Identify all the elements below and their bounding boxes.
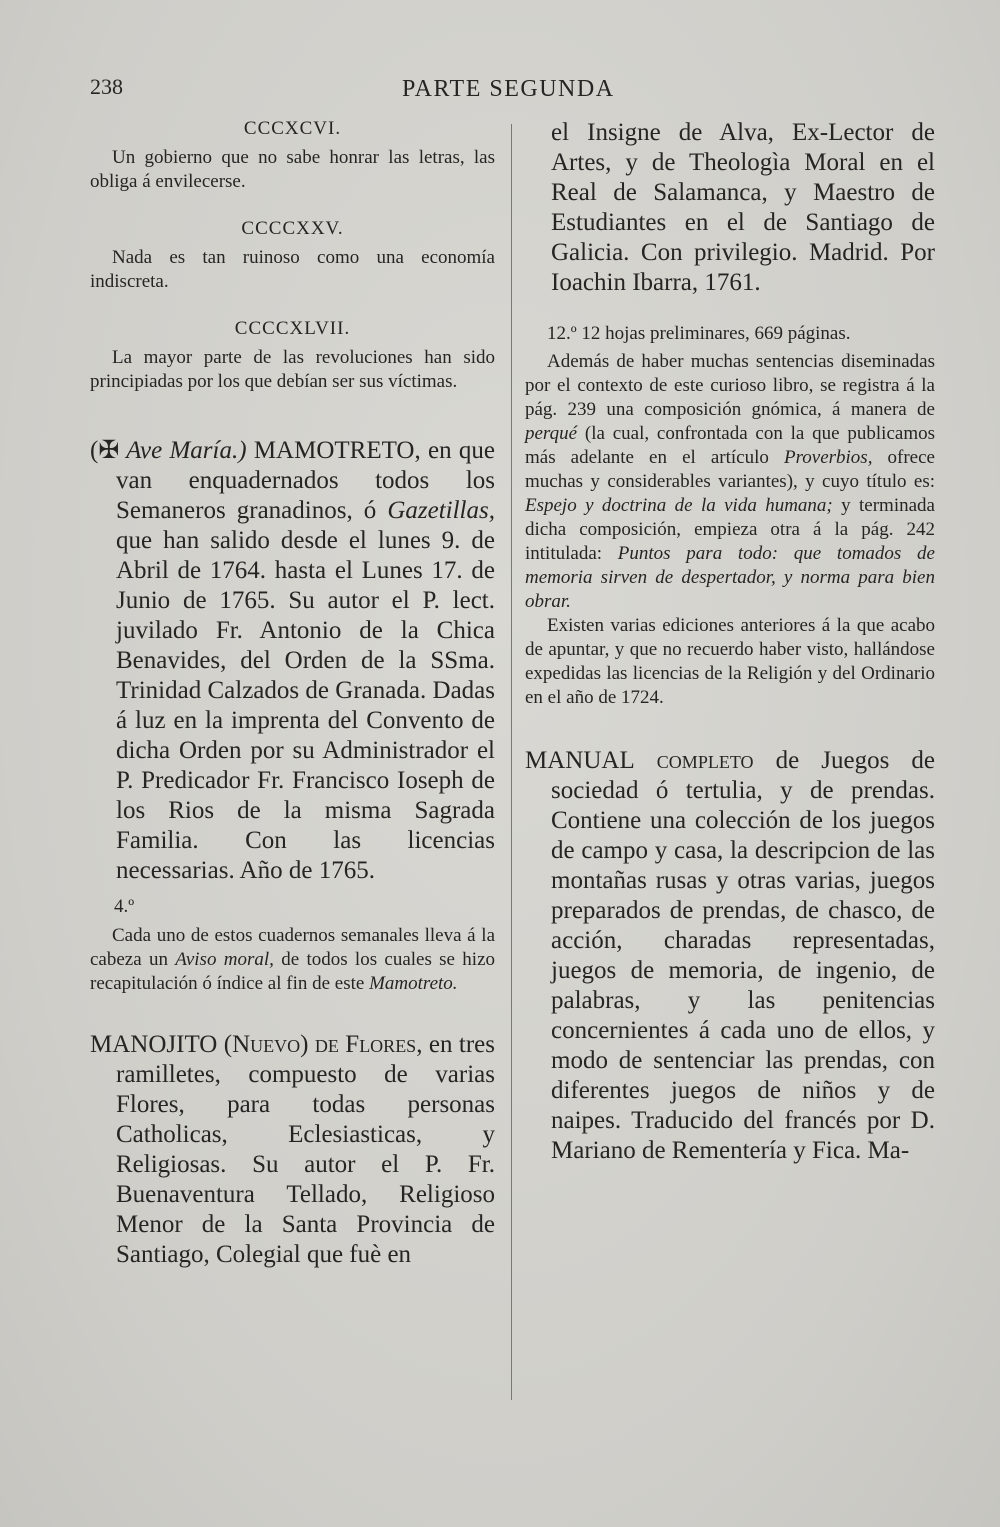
title-italic: Gazetillas, [387,497,495,524]
entry-manojito [90,1030,495,1270]
maxim-text: Un gobierno que no sabe honrar las letras, las obliga á envilecerse. [90,147,495,192]
ave-maria: Ave María.) [119,437,247,464]
maxim [90,218,495,294]
running-title: PARTE SEGUNDA [402,76,615,102]
entry-head: MANUAL [525,747,635,774]
entry-subhead: completo [634,747,754,774]
note-italic: Proverbios, [783,447,873,468]
maxim-numeral: CCCCXXV. [241,218,344,239]
entry-head: MANOJITO [90,1031,218,1058]
left-column [90,118,495,1270]
note-italic: Puntos para todo: que tomados de memoria sirven de despertador, y norma para bien obrar. [525,543,935,612]
open-paren: ( [90,437,99,464]
note-text: Cada uno de estos cuadernos semanales lleva á la cabeza un [90,925,495,970]
maxim-numeral: CCCXCVI. [243,118,342,139]
entry-continuation: el Insigne de Alva, Ex-Lector de Artes, y de Theologìa Moral en el Real de Salamanca, y Maestro de Estudiantes en el de Santiago de Galicia. Con privilegio. Madrid. Por Ioachin Ibarra, 1761. [551,119,935,296]
entry-body: de Juegos de sociedad ó tertulia, y de prendas. Contiene una colección de los juegos de campo y casa, la descripcion de las montañas rusas y otras varias, juegos preparados de prendas, de chasco, de acción, charadas representadas, juegos de memoria, de ingenio, de palabras, y las penitencias concernientes á cada uno de ellos, y modo de sentenciar las prendas, con diferentes juegos de niños y de naipes. Traducido del francés por D. Mariano de Rementería y Fica. Ma- [551,747,935,1164]
right-column [525,118,935,1166]
maxim-text: La mayor parte de las revoluciones han sido principiadas por los que debían ser sus víctimas. [90,347,495,392]
entry-text [90,1030,495,1270]
entry-text [90,436,495,886]
maxim [90,318,495,394]
entry-note [90,924,495,996]
entry-format: 12.º 12 hojas preliminares, 669 páginas. [547,323,851,344]
note-italic: Espejo y doctrina de la vida humana; [525,495,833,516]
note-italic: Aviso moral, [175,949,274,970]
entry-subhead: (Nuevo) de Flores, [217,1031,423,1058]
note-text: Además de haber muchas sentencias diseminadas por el contexto de este curioso libro, se registra á la pág. 239 una composición gnómica, á manera de [525,351,935,420]
entry-body: en tres ramilletes, compuesto de varias Flores, para todas personas Catholicas, Eclesiasticas, y Religiosas. Su autor el P. Fr. Buenaventura Tellado, Religioso Menor de la Santa Provincia de Santiago, Colegial que fuè en [116,1031,495,1268]
entry-text [525,746,935,1166]
entry-format: 4.º [114,896,135,917]
note-text: de todos los cuales se hizo recapitulación ó índice al fin de este [90,949,496,994]
entry-note: Existen varias ediciones anteriores á la que acabo de apuntar, y que no recuerdo haber visto, hallándose expedidas las licencias de la Religión y del Ordinario en el año de 1724. [525,615,935,708]
entry-body: que han salido desde el lunes 9. de Abril de 1764. hasta el Lunes 17. de Junio de 1765. Su autor el P. lect. juvilado Fr. Antonio de la Chica Benavides, del Orden de la SSma. Trinidad Calzados de Granada. Dadas á luz en la imprenta del Convento de dicha Orden por su Administrador el P. Predicador Fr. Francisco Ioseph de los Rios de la misma Sagrada Familia. Con las licencias necessarias. Año de 1765. [116,527,495,884]
running-header [0,74,1000,114]
entry-mamotreto [90,436,495,996]
page-number: 238 [90,74,123,99]
maxim [90,118,495,194]
entry-title: MAMOTRETO, en que van enquadernados todos los Semaneros granadinos, ó [116,437,495,524]
cross-icon: ✠ [98,437,120,464]
maxim-text: Nada es tan ruinoso como una economía indiscreta. [90,247,495,292]
entry-note [525,350,935,614]
column-rule [511,124,512,1400]
note-text: ofrece muchas y considerables variantes), y cuyo título es: [525,447,935,492]
note-text: (la cual, confrontada con la que publicamos más adelante en el artículo [525,423,935,468]
note-text: y terminada dicha composición, empieza otra á la pág. 242 intitulada: [525,495,935,564]
maxim-numeral: CCCCXLVII. [234,318,351,339]
note-italic: Mamotreto. [369,973,458,994]
entry-manual [525,746,935,1166]
note-italic: perqué [525,423,578,444]
